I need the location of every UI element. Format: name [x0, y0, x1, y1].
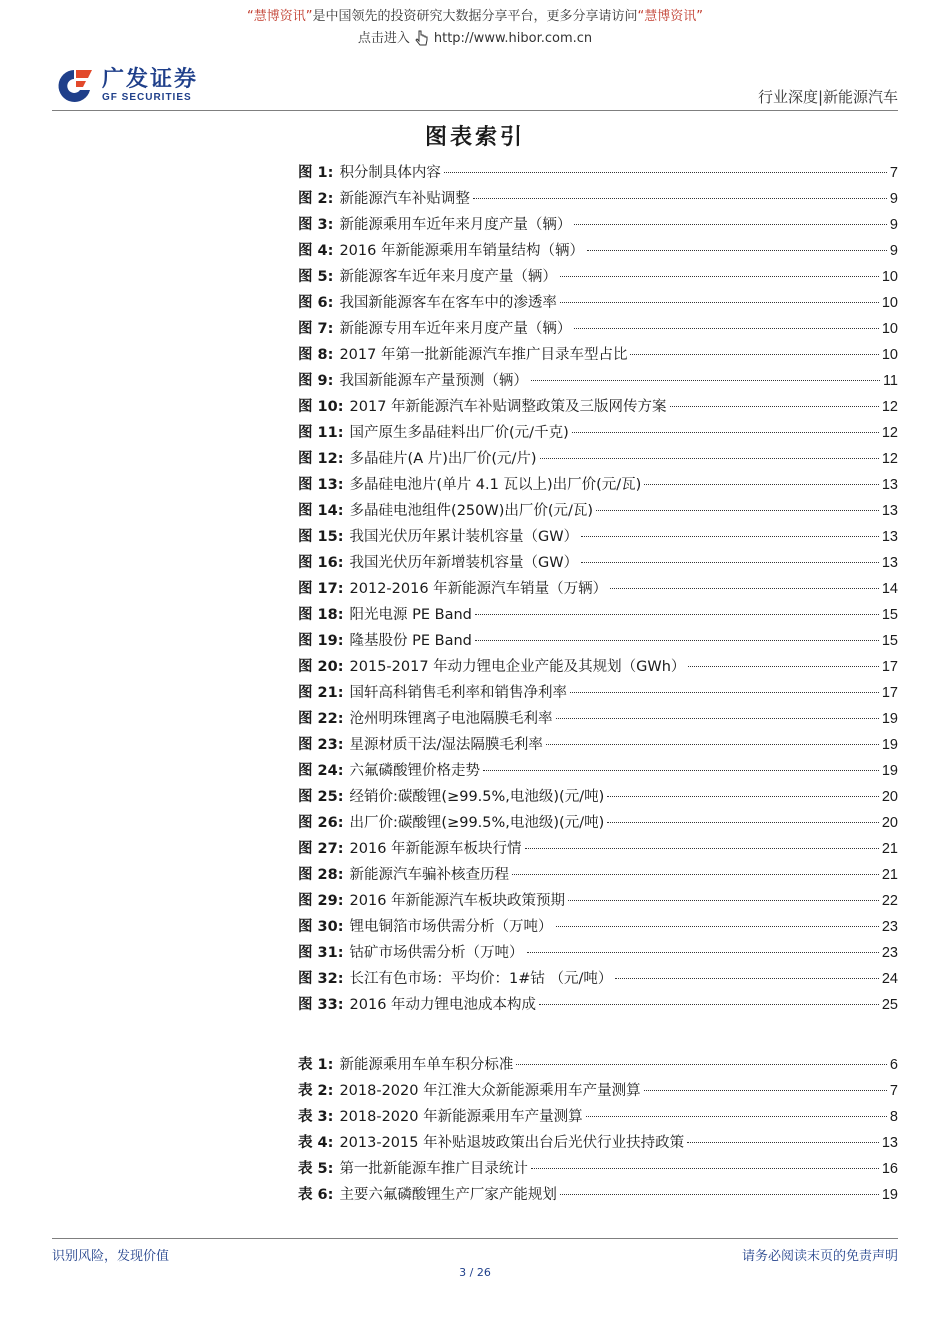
entry-label: 图 6:: [298, 295, 334, 311]
entry-label: 图 13:: [298, 477, 344, 493]
entry-page-number: 21: [881, 841, 898, 857]
dot-leader: [540, 458, 879, 459]
figure-entry[interactable]: [298, 967, 898, 993]
figure-entry[interactable]: [298, 577, 898, 603]
entry-title: 2016 年动力锂电池成本构成: [349, 997, 537, 1013]
dot-leader: [516, 1064, 886, 1065]
figure-entry[interactable]: [298, 785, 898, 811]
entry-label: 图 2:: [298, 191, 334, 207]
figure-entry[interactable]: [298, 343, 898, 369]
dot-leader: [475, 614, 879, 615]
dot-leader: [581, 562, 879, 563]
table-entry[interactable]: [298, 1157, 898, 1183]
entry-label: 图 21:: [298, 685, 344, 701]
entry-title: 新能源乘用车单车积分标准: [339, 1057, 514, 1073]
figure-entry[interactable]: [298, 551, 898, 577]
dot-leader: [644, 1090, 887, 1091]
entry-title: 出厂价:碳酸锂(≥99.5%,电池级)(元/吨): [349, 815, 605, 831]
figure-entry[interactable]: [298, 733, 898, 759]
entry-label: 图 25:: [298, 789, 344, 805]
dot-leader: [574, 328, 878, 329]
entry-title: 2016 年新能源车板块行情: [349, 841, 522, 857]
entry-title: 锂电铜箔市场供需分析（万吨）: [349, 919, 553, 935]
entry-title: 新能源汽车补贴调整: [339, 191, 470, 207]
entry-page-number: 12: [881, 399, 898, 415]
entry-title: 我国光伏历年累计装机容量（GW）: [349, 529, 579, 545]
entry-page-number: 9: [889, 217, 898, 233]
entry-title: 积分制具体内容: [339, 165, 441, 181]
entry-page-number: 12: [881, 451, 898, 467]
figure-entry[interactable]: [298, 213, 898, 239]
banner-brand[interactable]: 慧博资讯: [253, 9, 306, 24]
dot-leader: [560, 1194, 879, 1195]
dot-leader: [607, 822, 879, 823]
entry-label: 图 5:: [298, 269, 334, 285]
entry-label: 图 3:: [298, 217, 334, 233]
entry-title: 长江有色市场：平均价：1#钴 （元/吨）: [349, 971, 613, 987]
entry-title: 主要六氟磷酸锂生产厂家产能规划: [339, 1187, 557, 1203]
dot-leader: [568, 900, 879, 901]
dot-leader: [570, 692, 879, 693]
figure-entry[interactable]: [298, 759, 898, 785]
entry-title: 沧州明珠锂离子电池隔膜毛利率: [349, 711, 553, 727]
entry-label: 图 18:: [298, 607, 344, 623]
dot-leader: [527, 952, 879, 953]
figure-entry[interactable]: [298, 525, 898, 551]
dot-leader: [670, 406, 879, 407]
entry-title: 新能源客车近年来月度产量（辆）: [339, 269, 557, 285]
entry-page-number: 9: [889, 191, 898, 207]
footer-divider: [52, 1238, 898, 1239]
figure-entry[interactable]: [298, 837, 898, 863]
entry-label: 图 23:: [298, 737, 344, 753]
figure-entry[interactable]: [298, 941, 898, 967]
banner-line-1: “慧博资讯”是中国领先的投资研究大数据分享平台，更多分享请访问“慧博资讯”: [246, 9, 704, 24]
entry-label: 图 12:: [298, 451, 344, 467]
table-entry[interactable]: [298, 1053, 898, 1079]
entry-page-number: 20: [881, 789, 898, 805]
dot-leader: [546, 744, 879, 745]
entry-page-number: 19: [881, 1187, 898, 1203]
entry-label: 图 8:: [298, 347, 334, 363]
figure-entry[interactable]: [298, 629, 898, 655]
dot-leader: [607, 796, 879, 797]
entry-page-number: 6: [889, 1057, 898, 1073]
pointer-cursor-icon: [414, 30, 430, 48]
entry-title: 2018-2020 年江淮大众新能源乘用车产量测算: [339, 1083, 641, 1099]
dot-leader: [475, 640, 879, 641]
figure-entry[interactable]: [298, 499, 898, 525]
dot-leader: [687, 1142, 879, 1143]
table-entry[interactable]: [298, 1079, 898, 1105]
figure-entry[interactable]: [298, 863, 898, 889]
entry-label: 图 17:: [298, 581, 344, 597]
figure-index-list: [298, 161, 898, 1019]
entry-label: 图 16:: [298, 555, 344, 571]
entry-title: 隆基股份 PE Band: [349, 633, 472, 649]
entry-label: 图 26:: [298, 815, 344, 831]
footer-slogan: 识别风险，发现价值: [52, 1249, 170, 1264]
dot-leader: [525, 848, 879, 849]
dot-leader: [574, 224, 886, 225]
banner-url-link[interactable]: http://www.hibor.com.cn: [433, 31, 593, 46]
entry-page-number: 21: [881, 867, 898, 883]
entry-label: 图 24:: [298, 763, 344, 779]
entry-title: 钴矿市场供需分析（万吨）: [349, 945, 524, 961]
entry-page-number: 10: [881, 347, 898, 363]
entry-title: 新能源汽车骗补核查历程: [349, 867, 510, 883]
header-divider: [52, 110, 898, 111]
entry-title: 经销价:碳酸锂(≥99.5%,电池级)(元/吨): [349, 789, 605, 805]
footer-disclaimer-link[interactable]: 请务必阅读末页的免责声明: [741, 1249, 898, 1264]
entry-page-number: 15: [881, 607, 898, 623]
dot-leader: [610, 588, 879, 589]
entry-label: 表 5:: [298, 1161, 334, 1177]
entry-title: 第一批新能源车推广目录统计: [339, 1161, 528, 1177]
entry-page-number: 13: [881, 529, 898, 545]
table-entry[interactable]: [298, 1183, 898, 1209]
entry-label: 图 31:: [298, 945, 344, 961]
dot-leader: [560, 276, 879, 277]
dot-leader: [556, 926, 879, 927]
entry-page-number: 14: [881, 581, 898, 597]
entry-page-number: 10: [881, 321, 898, 337]
figure-entry[interactable]: [298, 681, 898, 707]
entry-label: 图 15:: [298, 529, 344, 545]
logo-en-text: GF SECURITIES: [102, 92, 192, 103]
entry-page-number: 13: [881, 503, 898, 519]
entry-label: 表 1:: [298, 1057, 334, 1073]
section-tag: 行业深度|新能源汽车: [757, 88, 898, 106]
entry-label: 图 28:: [298, 867, 344, 883]
dot-leader: [572, 432, 879, 433]
entry-title: 多晶硅片(A 片)出厂价(元/片): [349, 451, 537, 467]
dot-leader: [644, 484, 879, 485]
figure-entry[interactable]: [298, 239, 898, 265]
figure-entry[interactable]: [298, 161, 898, 187]
entry-page-number: 20: [881, 815, 898, 831]
entry-page-number: 10: [881, 295, 898, 311]
company-logo: [52, 66, 198, 106]
entry-title: 新能源专用车近年来月度产量（辆）: [339, 321, 572, 337]
entry-title: 阳光电源 PE Band: [349, 607, 472, 623]
figure-entry[interactable]: [298, 395, 898, 421]
entry-page-number: 8: [889, 1109, 898, 1125]
entry-page-number: 12: [881, 425, 898, 441]
entry-page-number: 19: [881, 737, 898, 753]
entry-title: 国产原生多晶硅料出厂价(元/千克): [349, 425, 569, 441]
dot-leader: [483, 770, 879, 771]
figure-entry[interactable]: [298, 317, 898, 343]
logo-cn-text: 广发证券: [102, 67, 199, 92]
entry-title: 国轩高科销售毛利率和销售净利率: [349, 685, 568, 701]
entry-label: 表 4:: [298, 1135, 334, 1151]
entry-page-number: 23: [881, 919, 898, 935]
entry-label: 图 27:: [298, 841, 344, 857]
entry-label: 图 20:: [298, 659, 344, 675]
entry-title: 我国光伏历年新增装机容量（GW）: [349, 555, 579, 571]
page-number: 3 / 26: [459, 1266, 491, 1279]
entry-page-number: 10: [881, 269, 898, 285]
figure-entry[interactable]: [298, 473, 898, 499]
entry-page-number: 16: [881, 1161, 898, 1177]
entry-label: 图 32:: [298, 971, 344, 987]
dot-leader: [688, 666, 878, 667]
figure-entry[interactable]: [298, 811, 898, 837]
figure-entry[interactable]: [298, 603, 898, 629]
entry-page-number: 17: [881, 685, 898, 701]
figure-entry[interactable]: [298, 421, 898, 447]
entry-page-number: 24: [881, 971, 898, 987]
entry-label: 表 6:: [298, 1187, 334, 1203]
entry-title: 2012-2016 年新能源汽车销量（万辆）: [349, 581, 608, 597]
entry-title: 2017 年新能源汽车补贴调整政策及三版网传方案: [349, 399, 667, 415]
entry-title: 2013-2015 年补贴退坡政策出台后光伏行业扶持政策: [339, 1135, 685, 1151]
entry-label: 图 14:: [298, 503, 344, 519]
entry-title: 多晶硅电池组件(250W)出厂价(元/瓦): [349, 503, 594, 519]
entry-title: 我国新能源客车在客车中的渗透率: [339, 295, 557, 311]
entry-title: 六氟磷酸锂价格走势: [349, 763, 481, 779]
dot-leader: [560, 302, 879, 303]
figure-entry[interactable]: [298, 291, 898, 317]
figure-entry[interactable]: [298, 187, 898, 213]
dot-leader: [531, 1168, 879, 1169]
dot-leader: [444, 172, 887, 173]
entry-label: 图 9:: [298, 373, 334, 389]
entry-page-number: 9: [889, 243, 898, 259]
entry-page-number: 7: [889, 165, 898, 181]
entry-page-number: 13: [881, 555, 898, 571]
table-index-list: [298, 1053, 898, 1209]
entry-title: 星源材质干法/湿法隔膜毛利率: [349, 737, 543, 753]
entry-label: 表 3:: [298, 1109, 334, 1125]
dot-leader: [556, 718, 879, 719]
entry-title: 2017 年第一批新能源汽车推广目录车型占比: [339, 347, 628, 363]
entry-label: 图 30:: [298, 919, 344, 935]
dot-leader: [473, 198, 887, 199]
entry-title: 2016 年新能源汽车板块政策预期: [349, 893, 566, 909]
entry-title: 我国新能源车产量预测（辆）: [339, 373, 528, 389]
entry-page-number: 13: [881, 1135, 898, 1151]
entry-title: 新能源乘用车近年来月度产量（辆）: [339, 217, 572, 233]
entry-label: 图 33:: [298, 997, 344, 1013]
entry-page-number: 25: [881, 997, 898, 1013]
figure-entry[interactable]: [298, 655, 898, 681]
entry-title: 2015-2017 年动力锂电企业产能及其规划（GWh）: [349, 659, 686, 675]
dot-leader: [586, 1116, 887, 1117]
figure-entry[interactable]: [298, 447, 898, 473]
entry-label: 图 11:: [298, 425, 344, 441]
entry-title: 多晶硅电池片(单片 4.1 瓦以上)出厂价(元/瓦): [349, 477, 642, 493]
entry-page-number: 17: [881, 659, 898, 675]
entry-title: 2016 年新能源乘用车销量结构（辆）: [339, 243, 584, 259]
dot-leader: [587, 250, 887, 251]
entry-label: 图 19:: [298, 633, 344, 649]
entry-page-number: 19: [881, 763, 898, 779]
dot-leader: [615, 978, 878, 979]
figure-entry[interactable]: [298, 707, 898, 733]
entry-page-number: 13: [881, 477, 898, 493]
entry-label: 图 10:: [298, 399, 344, 415]
dot-leader: [531, 380, 880, 381]
figure-entry[interactable]: [298, 265, 898, 291]
entry-page-number: 7: [889, 1083, 898, 1099]
entry-title: 2018-2020 年新能源乘用车产量测算: [339, 1109, 583, 1125]
entry-label: 图 1:: [298, 165, 334, 181]
page-title: 图表索引: [424, 124, 525, 150]
dot-leader: [596, 510, 879, 511]
entry-label: 图 4:: [298, 243, 334, 259]
dot-leader: [512, 874, 879, 875]
entry-label: 表 2:: [298, 1083, 334, 1099]
entry-page-number: 22: [881, 893, 898, 909]
figure-entry[interactable]: [298, 915, 898, 941]
dot-leader: [581, 536, 879, 537]
gf-logo-icon: [52, 66, 96, 106]
entry-label: 图 29:: [298, 893, 344, 909]
figure-entry[interactable]: [298, 993, 898, 1019]
table-entry[interactable]: [298, 1131, 898, 1157]
banner-line-2: 点击进入 http://www.hibor.com.cn: [0, 28, 950, 50]
entry-page-number: 23: [881, 945, 898, 961]
figure-entry[interactable]: [298, 889, 898, 915]
entry-page-number: 11: [882, 373, 898, 389]
top-banner: [0, 6, 950, 50]
entry-label: 图 7:: [298, 321, 334, 337]
figure-entry[interactable]: [298, 369, 898, 395]
entry-label: 图 22:: [298, 711, 344, 727]
table-entry[interactable]: [298, 1105, 898, 1131]
dot-leader: [539, 1004, 879, 1005]
entry-page-number: 15: [881, 633, 898, 649]
dot-leader: [630, 354, 878, 355]
entry-page-number: 19: [881, 711, 898, 727]
